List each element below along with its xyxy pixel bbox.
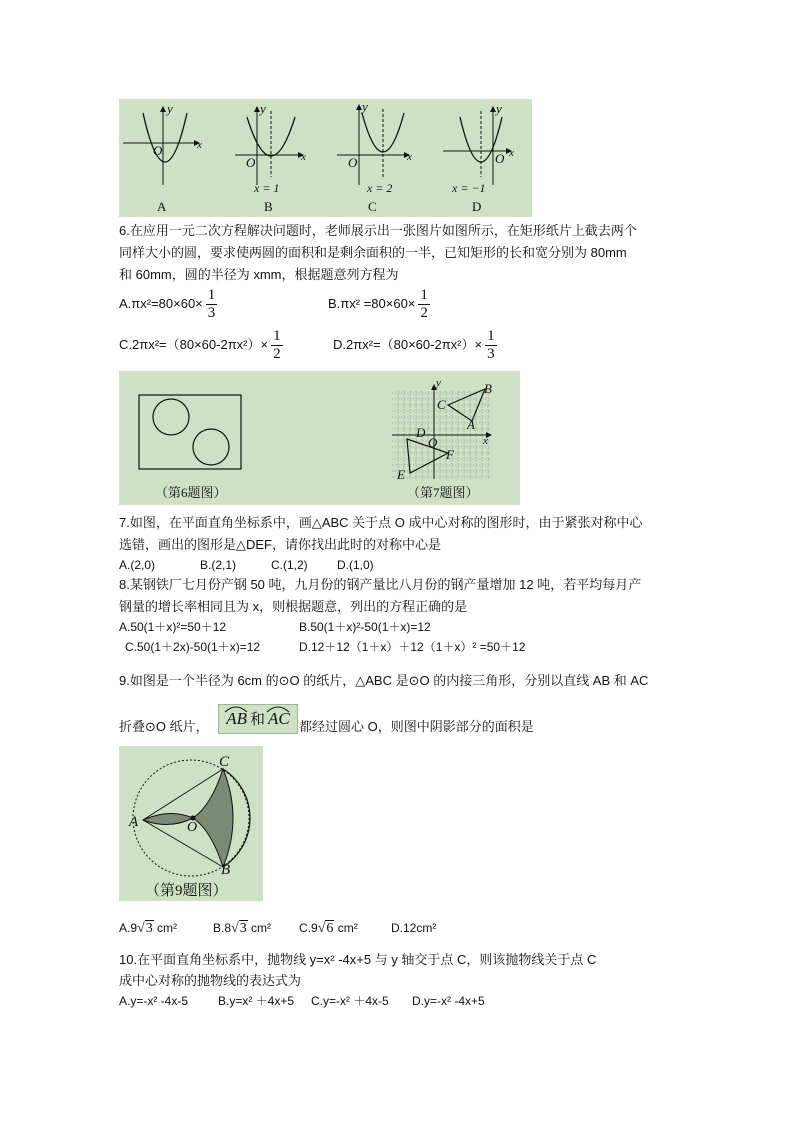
fig7-label-f: F xyxy=(446,447,454,462)
arc-ac-mark xyxy=(266,705,290,713)
q6-option-a-text: A.πx²=80×60× xyxy=(119,295,203,311)
q10-stem-line2: 成中心对称的抛物线的表达式为 xyxy=(119,973,302,988)
fig7-label-b: B xyxy=(484,381,492,396)
q6-option-d xyxy=(333,328,500,363)
fig7-label-y: y xyxy=(436,377,441,389)
q6-option-d-fraction xyxy=(485,328,497,363)
q6-stem-line3: 和 60mm，圆的半径为 xmm，根据题意列方程为 xyxy=(119,267,399,282)
q7-stem-line1: 7.如图，在平面直角坐标系中，画△ABC 关于点 O 成中心对称的图形时，由于紧张对称中心 xyxy=(119,515,643,530)
q9-stem-pre: 折叠⊙O 纸片， xyxy=(119,719,209,734)
graph-c-origin-label: O xyxy=(348,155,358,170)
q6-stem-line1: 6.在应用一元二次方程解决问题时，老师展示出一张图片如图所示，在矩形纸片上截去两个 xyxy=(119,223,637,238)
q6-option-b xyxy=(328,287,433,322)
q9-option-c-unit: cm² xyxy=(337,921,358,935)
graph-c-x-label: x xyxy=(407,151,412,163)
q6-option-c-fraction xyxy=(271,328,283,363)
graph-b-y-label: y xyxy=(260,101,266,116)
fig7-caption: （第7题图） xyxy=(407,485,479,500)
q6-option-c-num: 1 xyxy=(273,328,281,344)
q10-option-b: B.y=x² ＋4x+5 xyxy=(218,994,295,1008)
q8-option-b: B.50(1＋x)²-50(1＋x)=12 xyxy=(299,620,431,634)
q6-option-d-num: 1 xyxy=(487,328,495,344)
q9-option-b-radicand: 3 xyxy=(239,921,247,936)
fig7-label-x: x xyxy=(483,435,488,447)
graph-a-y-label: y xyxy=(167,101,173,116)
q9-option-b-sqrt: √3 xyxy=(231,921,247,936)
q9-option-a xyxy=(119,918,177,939)
q9-option-a-sqrt: √3 xyxy=(137,921,153,936)
q10-option-d: D.y=-x² -4x+5 xyxy=(412,994,485,1008)
graph-d-origin-label: O xyxy=(495,151,505,166)
q6-option-b-den: 2 xyxy=(420,305,428,321)
arc-and: 和 xyxy=(250,712,266,728)
rectangle-with-circles xyxy=(139,395,241,469)
arc-ab xyxy=(226,705,247,733)
q9-stem-line2 xyxy=(119,716,209,737)
q6-option-c xyxy=(119,328,286,363)
q7-option-a: A.(2,0) xyxy=(119,558,156,572)
q9-option-b-coef: B.8 xyxy=(213,921,232,935)
fig6-caption: （第6题图） xyxy=(155,485,227,500)
fig7-label-d: D xyxy=(416,425,426,440)
fig7-label-c: C xyxy=(437,397,446,412)
q6-stem-line2: 同样大小的圆，要求使两圆的面积和是剩余面积的一半，已知矩形的长和宽分别为 80mm xyxy=(119,245,627,260)
graph-b-x-label: x xyxy=(301,151,306,163)
arc-ab-text: AB xyxy=(226,709,248,728)
q9-option-c-sqrt: √6 xyxy=(317,921,334,936)
graph-b-choice: B xyxy=(264,199,273,214)
q6-option-c-den: 2 xyxy=(273,346,281,362)
graph-d-y-label: y xyxy=(496,101,502,116)
q9-stem-line1: 9.如图是一个半径为 6cm 的⊙O 的纸片，△ABC 是⊙O 的内接三角形，分别以直线 AB 和 AC xyxy=(119,673,649,688)
fig9-label-c: C xyxy=(219,754,230,770)
figure-9 xyxy=(119,746,263,901)
q6-option-a-num: 1 xyxy=(207,287,216,303)
q9-option-a-radicand: 3 xyxy=(145,921,153,936)
fig9-label-a: A xyxy=(129,814,139,830)
graph-c-choice: C xyxy=(368,199,377,214)
q9-option-b xyxy=(213,918,271,939)
graph-d-axis-note: x = −1 xyxy=(452,181,486,195)
q7-stem-line2: 选错，画出的图形是△DEF，请你找出此时的对称中心是 xyxy=(119,537,441,552)
fig9-label-o: O xyxy=(187,820,198,835)
q7-option-b: B.(2,1) xyxy=(200,558,237,572)
q6-option-a xyxy=(119,287,220,322)
fig9-label-b: B xyxy=(221,862,231,878)
graph-a-origin-label: O xyxy=(153,143,163,158)
q9-option-a-coef: A.9 xyxy=(119,921,138,935)
graph-d-choice: D xyxy=(472,199,482,214)
q6-option-d-text: D.2πx²=（80×60-2πx²）× xyxy=(333,336,483,352)
q9-option-d: D.12cm² xyxy=(391,921,437,935)
q6-option-d-den: 3 xyxy=(487,346,495,362)
graph-b xyxy=(235,107,303,185)
q10-option-c: C.y=-x² ＋4x-5 xyxy=(311,994,389,1008)
q9-option-b-unit: cm² xyxy=(251,921,272,935)
q9-option-c-radicand: 6 xyxy=(326,921,334,936)
graph-b-axis-note: x = 1 xyxy=(254,181,280,195)
q9-option-a-unit: cm² xyxy=(157,921,178,935)
graph-c xyxy=(337,105,409,185)
graph-c-y-label: y xyxy=(362,99,368,114)
q7-option-c: C.(1,2) xyxy=(271,558,308,572)
q9-option-c xyxy=(299,918,358,939)
q8-stem-line2: 钢量的增长率相同且为 x，则根据题意，列出的方程正确的是 xyxy=(119,599,468,614)
graph-d-x-label: x xyxy=(509,147,514,159)
q8-option-c: C.50(1＋2x)-50(1＋x)=12 xyxy=(125,640,261,654)
graph-d xyxy=(443,107,511,185)
shaded-region-bc xyxy=(193,769,233,867)
q8-option-a: A.50(1＋x)²=50＋12 xyxy=(119,620,227,634)
parabola-graphs-svg xyxy=(119,99,532,217)
q6-option-a-fraction xyxy=(206,287,218,322)
fig7-label-e: E xyxy=(397,467,405,482)
arc-ab-ac-image xyxy=(218,704,298,734)
q6-option-c-text: C.2πx²=（80×60-2πx²）× xyxy=(119,336,269,352)
graph-c-axis-note: x = 2 xyxy=(367,181,393,195)
q8-stem-line1: 8.某钢铁厂七月份产钢 50 吨，九月份的钢产量比八月份的钢产量增加 12 吨，若平均每月产 xyxy=(119,577,642,592)
fig7-label-o: O xyxy=(428,435,438,450)
graph-b-origin-label: O xyxy=(246,155,256,170)
q6-option-b-num: 1 xyxy=(420,287,428,303)
q8-option-d: D.12＋12（1＋x）＋12（1＋x）² =50＋12 xyxy=(299,640,526,654)
q6-option-a-den: 3 xyxy=(207,305,216,321)
arc-ac-text: AC xyxy=(268,709,290,728)
arc-ac xyxy=(268,705,290,733)
q10-option-a: A.y=-x² -4x-5 xyxy=(119,994,189,1008)
fig9-caption: （第9题图） xyxy=(145,883,228,899)
graph-a-choice: A xyxy=(157,199,167,214)
fig7-label-a: A xyxy=(467,417,475,432)
arc-ab-mark xyxy=(224,705,248,713)
q10-stem-line1: 10.在平面直角坐标系中，抛物线 y=x² -4x+5 与 y 轴交于点 C，则该抛物线关于点 C xyxy=(119,952,597,967)
parabola-options-figure xyxy=(119,99,532,217)
graph-a-x-label: x xyxy=(197,139,202,151)
q6-option-b-text: B.πx² =80×60× xyxy=(328,295,416,311)
q9-option-c-coef: C.9 xyxy=(299,921,318,935)
q9-stem-post: 都经过圆心 O，则图中阴影部分的面积是 xyxy=(299,719,534,734)
q6-option-b-fraction xyxy=(418,287,430,322)
figure-6-7 xyxy=(119,371,520,505)
q7-option-d: D.(1,0) xyxy=(337,558,374,572)
